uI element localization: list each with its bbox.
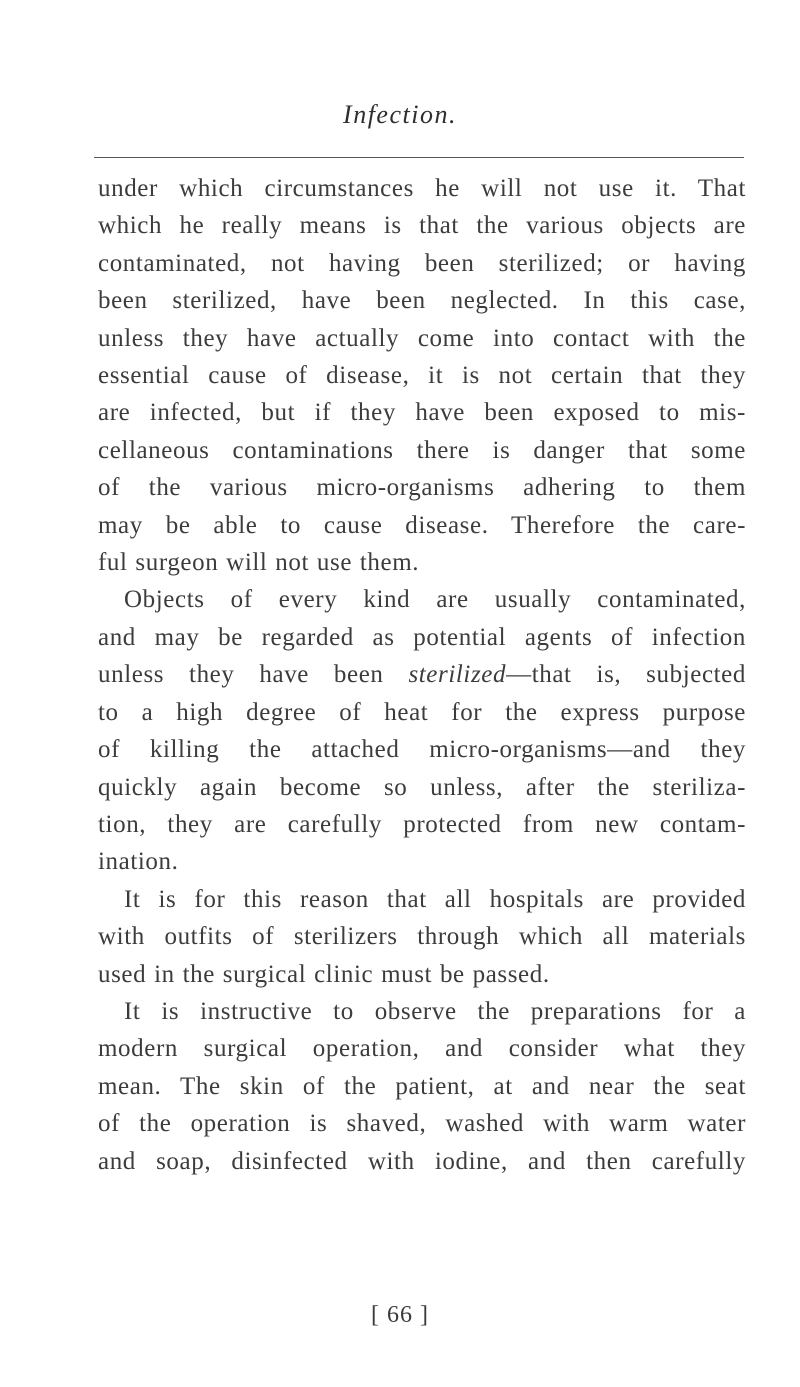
text-line: been sterilized, have been neglected. In this case, [98, 287, 746, 315]
text-line: and may be regarded as potential agents of infection [98, 623, 746, 651]
header-rule [94, 157, 744, 158]
text-line: modern surgical operation, and consider what they [98, 1035, 746, 1063]
text-line: may be able to cause disease. Therefore the care- [98, 511, 746, 539]
text-line: of the operation is shaved, washed with warm water [98, 1110, 746, 1138]
text-line: of killing the attached micro-organisms—and they [98, 736, 746, 764]
text-line: ination. [98, 848, 179, 876]
text-line: used in the surgical clinic must be passed. [98, 960, 550, 988]
text-line: Objects of every kind are usually contaminated, [124, 586, 746, 614]
paragraph-3 [98, 881, 746, 993]
text-line [98, 656, 746, 693]
paragraph-2 [98, 581, 746, 880]
text-line: ful surgeon will not use them. [98, 549, 420, 577]
text-line: quickly again become so unless, after the steriliza- [98, 773, 746, 801]
text-line: of the various micro-organisms adhering to them [98, 474, 746, 502]
text-line: with outfits of sterilizers through which all materials [98, 923, 746, 951]
paragraph-1 [98, 170, 746, 581]
text-line: essential cause of disease, it is not certain that they [98, 362, 746, 390]
text-line: which he really means is that the various objects are [98, 212, 746, 240]
text-line: under which circumstances he will not use it. That [98, 175, 746, 202]
text-line: cellaneous contaminations there is danger that some [98, 436, 746, 464]
paragraph-4 [98, 993, 746, 1180]
text-line: contaminated, not having been sterilized; or having [98, 249, 746, 277]
text-line: are infected, but if they have been exposed to mis- [98, 399, 746, 427]
text-line: It is for this reason that all hospitals are provided [124, 885, 746, 913]
text-line: to a high degree of heat for the express purpose [98, 698, 746, 726]
body-text [98, 170, 746, 1180]
page-number: [ 66 ] [371, 1302, 429, 1328]
running-head-title: Infection. [343, 100, 457, 129]
emphasized-term: sterilized [408, 661, 507, 689]
text-fragment: unless they have been [98, 661, 409, 689]
text-line: and soap, disinfected with iodine, and then carefully [98, 1147, 746, 1175]
text-line: mean. The skin of the patient, at and near the seat [98, 1072, 746, 1100]
text-line: unless they have actually come into contact with the [98, 324, 746, 352]
text-line: tion, they are carefully protected from new contam- [98, 810, 746, 838]
text-fragment: —that is, subjected [506, 661, 746, 689]
text-line: It is instructive to observe the preparations for a [124, 997, 746, 1025]
